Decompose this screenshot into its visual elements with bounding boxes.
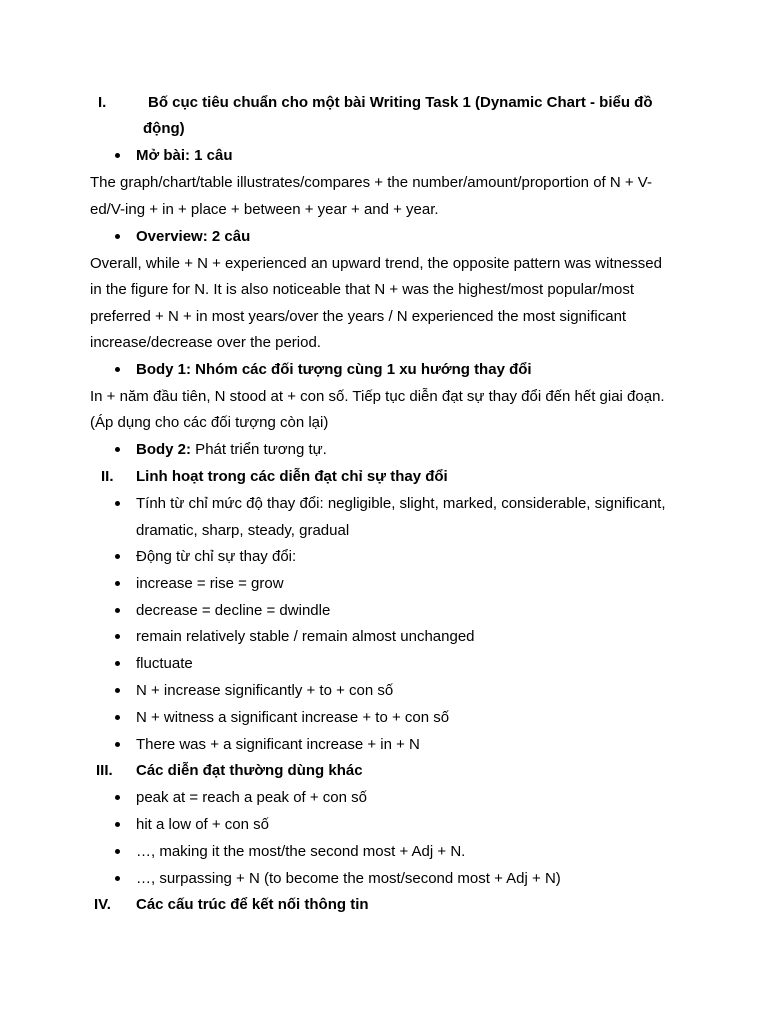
overview-line-2: in the figure for N. It is also noticeable that N + was the highest/most popular/most (90, 281, 635, 298)
section-2-item-1-line-2: dramatic, sharp, steady, gradual (136, 522, 350, 539)
overview-bullet: Overview: 2 câu (136, 228, 251, 245)
body-1-line-2: (Áp dụng cho các đối tượng còn lại) (90, 414, 329, 431)
body-2-text: Phát triển tương tự. (191, 441, 327, 458)
section-2-heading: Linh hoạt trong các diễn đạt chỉ sự thay đổi (136, 468, 448, 485)
section-2-item-6: fluctuate (136, 655, 193, 672)
section-2-item-4: decrease = decline = dwindle (136, 602, 331, 619)
bullet-dot (115, 447, 120, 452)
section-2-item-3: increase = rise = grow (136, 575, 284, 592)
bullet-dot (115, 608, 120, 613)
intro-text-line-2: ed/V-ing + in + place + between + year + and + year. (90, 201, 439, 218)
section-2-item-8: N + witness a significant increase + to + con số (136, 709, 450, 726)
bullet-dot (115, 715, 120, 720)
section-2-item-2: Động từ chỉ sự thay đổi: (136, 548, 297, 565)
section-4-numeral: IV. (94, 896, 111, 913)
overview-line-4: increase/decrease over the period. (90, 334, 321, 351)
bullet-dot (115, 742, 120, 747)
bullet-dot (115, 581, 120, 586)
bullet-dot (115, 153, 120, 158)
body-1-line-1: In + năm đầu tiên, N stood at + con số. Tiếp tục diễn đạt sự thay đổi đến hết giai đoạn. (90, 388, 665, 405)
overview-line-3: preferred + N + in most years/over the years / N experienced the most significant (90, 308, 627, 325)
section-4-heading: Các cấu trúc để kết nối thông tin (136, 896, 369, 913)
body-1-bullet: Body 1: Nhóm các đối tượng cùng 1 xu hướng thay đổi (136, 361, 532, 378)
section-1-heading-line-1: Bố cục tiêu chuẩn cho một bài Writing Task 1 (Dynamic Chart - biểu đồ (148, 94, 653, 111)
section-3-heading: Các diễn đạt thường dùng khác (136, 762, 363, 779)
section-3-item-1: peak at = reach a peak of + con số (136, 789, 367, 806)
bullet-dot (115, 234, 120, 239)
section-3-numeral: III. (96, 762, 113, 779)
section-3-item-3: …, making it the most/the second most + Adj + N. (136, 843, 466, 860)
body-2-bullet (136, 440, 327, 460)
bullet-dot (115, 849, 120, 854)
bullet-dot (115, 634, 120, 639)
bullet-dot (115, 661, 120, 666)
section-1-numeral: I. (98, 94, 107, 111)
section-2-numeral: II. (101, 468, 114, 485)
section-3-item-4: …, surpassing + N (to become the most/second most + Adj + N) (136, 870, 561, 887)
bullet-dot (115, 501, 120, 506)
bullet-dot (115, 688, 120, 693)
bullet-dot (115, 876, 120, 881)
section-2-item-7: N + increase significantly + to + con số (136, 682, 394, 699)
intro-text-line-1: The graph/chart/table illustrates/compares + the number/amount/proportion of N + V- (90, 174, 652, 191)
section-3-item-2: hit a low of + con số (136, 816, 269, 833)
section-2-item-1-line-1: Tính từ chỉ mức độ thay đổi: negligible, slight, marked, considerable, significant, (136, 495, 666, 512)
section-2-item-5: remain relatively stable / remain almost unchanged (136, 628, 475, 645)
body-2-label: Body 2: (136, 441, 192, 458)
bullet-dot (115, 795, 120, 800)
bullet-dot (115, 554, 120, 559)
overview-line-1: Overall, while + N + experienced an upward trend, the opposite pattern was witnessed (90, 255, 662, 272)
section-2-item-9: There was + a significant increase + in + N (136, 736, 420, 753)
section-1-heading-line-2: động) (143, 120, 185, 137)
bullet-dot (115, 367, 120, 372)
intro-bullet: Mở bài: 1 câu (136, 147, 233, 164)
bullet-dot (115, 822, 120, 827)
